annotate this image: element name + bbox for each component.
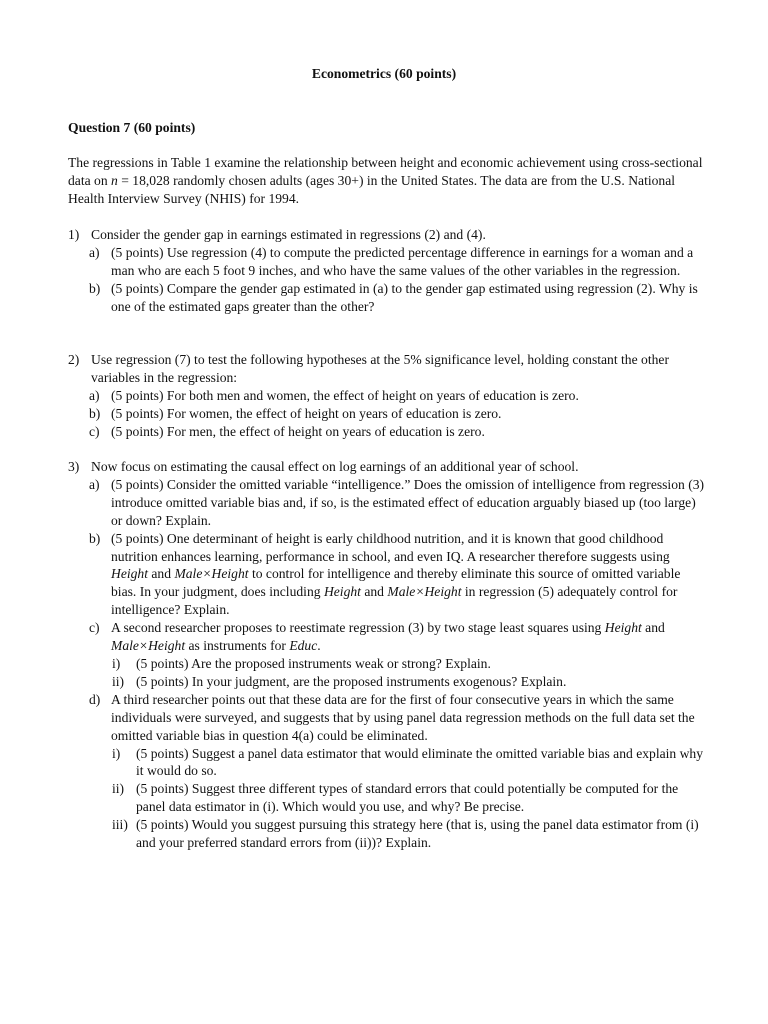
question-1a [68, 244, 708, 280]
question-3c-text-3: as instruments for [185, 638, 290, 654]
intro-text-1: The regressions in Table 1 examine the relationship between height and economic achievement using cross-sectional data on [68, 155, 703, 188]
question-2b [68, 405, 708, 423]
question-1a-label: a) [89, 244, 100, 260]
question-3b-text-1: (5 points) One determinant of height is early childhood nutrition, and it is known that good childhood nutrition enhances learning, performance in school, and even IQ. A researcher therefore suggests using [111, 530, 670, 564]
question-3-stem [68, 458, 708, 476]
variable-male-height: Male×Height [387, 584, 462, 600]
question-3d-iii-label: iii) [112, 817, 128, 833]
question-3a-label: a) [89, 476, 100, 492]
variable-height: Height [323, 584, 361, 600]
question-2c [68, 423, 708, 441]
question-3d-iii-text: (5 points) Would you suggest pursuing this strategy here (that is, using the panel data estimator from (i) and your preferred standard errors from (ii))? Explain. [136, 817, 699, 851]
variable-male-height: Male×Height [111, 638, 186, 654]
question-3c-text-2: and [641, 620, 665, 636]
question-2-number: 2) [68, 352, 80, 367]
question-3c [68, 619, 708, 655]
question-3c-i [68, 655, 708, 673]
question-3a [68, 476, 708, 530]
question-3b-text-5: in regression (5) adequately control for intelligence? Explain. [111, 584, 678, 618]
question-2b-label: b) [89, 405, 101, 421]
question-3d-label: d) [89, 691, 101, 707]
question-3d-ii [68, 780, 708, 816]
question-3b-text-3: to control for intelligence and thereby eliminate this source of omitted variable bias. In your judgment, does including [111, 566, 681, 600]
question-2a [68, 387, 708, 405]
question-3d-i-text: (5 points) Suggest a panel data estimator that would eliminate the omitted variable bias and explain why it would do so. [136, 745, 704, 779]
variable-height: Height [604, 620, 642, 636]
question-1b-text: (5 points) Compare the gender gap estimated in (a) to the gender gap estimated using regression (2). Why is one of the estimated gaps greater than the other? [111, 280, 698, 314]
question-1a-text: (5 points) Use regression (4) to compute the predicted percentage difference in earnings for a woman and a man who are each 5 foot 9 inches, and who have the same values of the other variables in the regression. [111, 244, 694, 278]
question-heading: Question 7 (60 points) [68, 120, 196, 135]
question-2c-label: c) [89, 423, 100, 439]
intro-text-2: = 18,028 randomly chosen adults (ages 30+) in the United States. The data are from the U.S. National Health Interview Survey (NHIS) for 1994. [68, 172, 676, 206]
question-3b-label: b) [89, 530, 101, 546]
question-2 [68, 351, 708, 441]
question-3c-ii-text: (5 points) In your judgment, are the proposed instruments exogenous? Explain. [136, 673, 567, 689]
intro-n-variable: n [111, 172, 118, 188]
question-2c-text: (5 points) For men, the effect of height on years of education is zero. [111, 423, 485, 439]
question-3d-i-label: i) [112, 745, 121, 761]
question-3d-i [68, 745, 708, 781]
question-2a-text: (5 points) For both men and women, the effect of height on years of education is zero. [111, 387, 579, 403]
question-3c-i-label: i) [112, 655, 121, 671]
question-3c-ii [68, 673, 708, 691]
variable-educ: Educ [289, 638, 318, 654]
question-3c-ii-label: ii) [112, 673, 125, 689]
question-1-text: Consider the gender gap in earnings estimated in regressions (2) and (4). [91, 227, 486, 242]
question-1-stem [68, 226, 708, 244]
question-3d-ii-text: (5 points) Suggest three different types of standard errors that could potentially be computed for the panel data estimator in (i). Which would you use, and why? Be precise. [136, 781, 679, 815]
question-3d-text: A third researcher points out that these data are for the first of four consecutive years in which the same individuals were surveyed, and suggests that by using panel data regression methods on the full data set the omitted variable bias in question 4(a) could be eliminated. [111, 691, 695, 743]
question-3c-label: c) [89, 620, 100, 636]
question-3 [68, 458, 708, 852]
document-title: Econometrics (60 points) [311, 66, 457, 81]
question-1b [68, 280, 708, 316]
variable-height: Height [111, 566, 148, 582]
question-2-stem [68, 351, 708, 387]
question-1b-label: b) [89, 280, 101, 296]
question-3d [68, 691, 708, 745]
question-3c-i-text: (5 points) Are the proposed instruments weak or strong? Explain. [136, 655, 491, 671]
variable-male-height: Male×Height [174, 566, 249, 582]
question-3d-ii-label: ii) [112, 781, 125, 797]
question-3c-text-1: A second researcher proposes to reestimate regression (3) by two stage least squares using [111, 620, 605, 636]
question-3-number: 3) [68, 459, 80, 474]
question-3c-text-4: . [317, 638, 321, 654]
intro-paragraph [68, 154, 708, 208]
question-3b-text-2: and [148, 566, 175, 582]
question-1 [68, 226, 708, 316]
question-3b-text-4: and [360, 584, 388, 600]
question-3-text: Now focus on estimating the causal effect on log earnings of an additional year of school. [91, 459, 579, 474]
question-3d-iii [68, 816, 708, 852]
question-3b [68, 530, 708, 620]
question-3a-text: (5 points) Consider the omitted variable “intelligence.” Does the omission of intelligence from regression (3) introduce omitted variable bias and, if so, is the estimated effect of education arguably biased up (too large) or down? Explain. [111, 476, 705, 528]
question-1-number: 1) [68, 227, 80, 242]
question-2b-text: (5 points) For women, the effect of height on years of education is zero. [111, 405, 502, 421]
question-2-text: Use regression (7) to test the following hypotheses at the 5% significance level, holding constant the other variables in the regression: [91, 352, 669, 385]
question-2a-label: a) [89, 387, 100, 403]
